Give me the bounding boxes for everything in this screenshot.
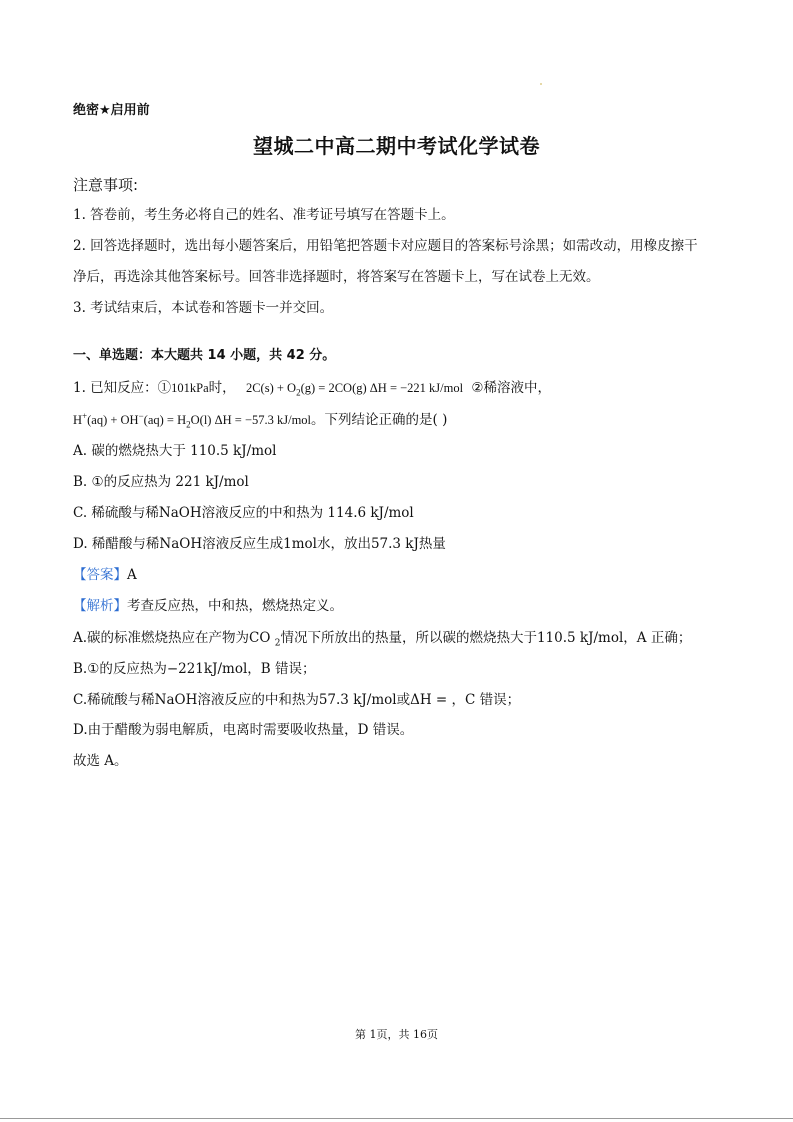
- equation-2-sup2: −: [138, 410, 144, 421]
- section-heading: 一、单选题：本大题共 14 小题，共 42 分。: [73, 348, 336, 363]
- equation-2-sup1: +: [82, 410, 88, 421]
- exam-title: 望城二中高二期中考试化学试卷: [253, 134, 540, 158]
- equation-2-b: (aq) + OH: [87, 413, 139, 427]
- answer-value: A: [127, 567, 137, 583]
- equation-1-sub: 2: [296, 387, 301, 398]
- page-footer: 第 1页，共 16页: [355, 1028, 438, 1041]
- equation-2-d: O(l) ΔH = −57.3 kJ/mol: [190, 413, 312, 427]
- analysis-b: B.①的反应热为−221kJ/mol，B 错误；: [73, 661, 316, 677]
- stem-pressure: 101kPa: [171, 381, 209, 395]
- stem-prefix: 1. 已知反应：①: [73, 380, 172, 396]
- notice-item-2a: 2. 回答选择题时，选出每小题答案后，用铅笔把答题卡对应题目的答案标号涂黑；如需改动，用橡皮擦干: [73, 238, 698, 254]
- option-a: A. 碳的燃烧热大于 110.5 kJ/mol: [73, 443, 277, 459]
- answer-line: [73, 565, 137, 585]
- analysis-c: C.稀硫酸与稀NaOH溶液反应的中和热为57.3 kJ/mol或ΔH = ，C 错误；: [73, 692, 521, 708]
- analysis-a-part1: A.碳的标准燃烧热应在产物为CO: [73, 630, 275, 646]
- speck-mark: [540, 83, 542, 85]
- option-d: D. 稀醋酸与稀NaOH溶液反应生成1mol水，放出57.3 kJ热量: [73, 536, 446, 552]
- equation-1: [245, 381, 464, 398]
- option-c: C. 稀硫酸与稀NaOH溶液反应的中和热为 114.6 kJ/mol: [73, 505, 414, 521]
- equation-2: [73, 410, 312, 430]
- notice-heading: 注意事项:: [73, 176, 139, 194]
- analysis-tag: 【解析】: [73, 598, 127, 614]
- question-1-stem-line-1: [73, 378, 551, 398]
- answer-tag: 【答案】: [73, 567, 127, 583]
- analysis-a-part2: 情况下所放出的热量，所以碳的燃烧热大于110.5 kJ/mol，A 正确；: [280, 630, 692, 646]
- analysis-a: [73, 628, 691, 648]
- analysis-d: D.由于醋酸为弱电解质，电离时需要吸收热量，D 错误。: [73, 722, 414, 738]
- analysis-line: [73, 596, 343, 616]
- equation-1-a: 2C(s) + O: [245, 381, 297, 395]
- equation-2-sub: 2: [186, 419, 191, 430]
- equation-1-b: (g) = 2CO(g) ΔH = −221 kJ/mol: [300, 381, 464, 395]
- option-b: B. ①的反应热为 221 kJ/mol: [73, 474, 249, 490]
- analysis-text: 考查反应热，中和热，燃烧热定义。: [127, 598, 343, 614]
- equation-2-a: H: [73, 413, 83, 427]
- conclusion: 故选 A。: [73, 753, 128, 769]
- stem-dilute: ②稀溶液中，: [471, 380, 551, 396]
- notice-item-2b: 净后，再选涂其他答案标号。回答非选择题时，将答案写在答题卡上，写在试卷上无效。: [73, 269, 600, 285]
- notice-item-1: 1. 答卷前，考生务必将自己的姓名、准考证号填写在答题卡上。: [73, 207, 455, 223]
- stem-question: 。下列结论正确的是( ): [311, 412, 448, 428]
- analysis-a-sub: 2: [274, 638, 281, 649]
- bottom-divider: [0, 1118, 793, 1119]
- question-1-stem-line-2: [73, 410, 447, 430]
- stem-time: 时，: [208, 380, 236, 396]
- notice-item-3: 3. 考试结束后，本试卷和答题卡一并交回。: [73, 300, 334, 316]
- secret-mark: 绝密★启用前: [73, 103, 150, 118]
- equation-2-c: (aq) = H: [143, 413, 187, 427]
